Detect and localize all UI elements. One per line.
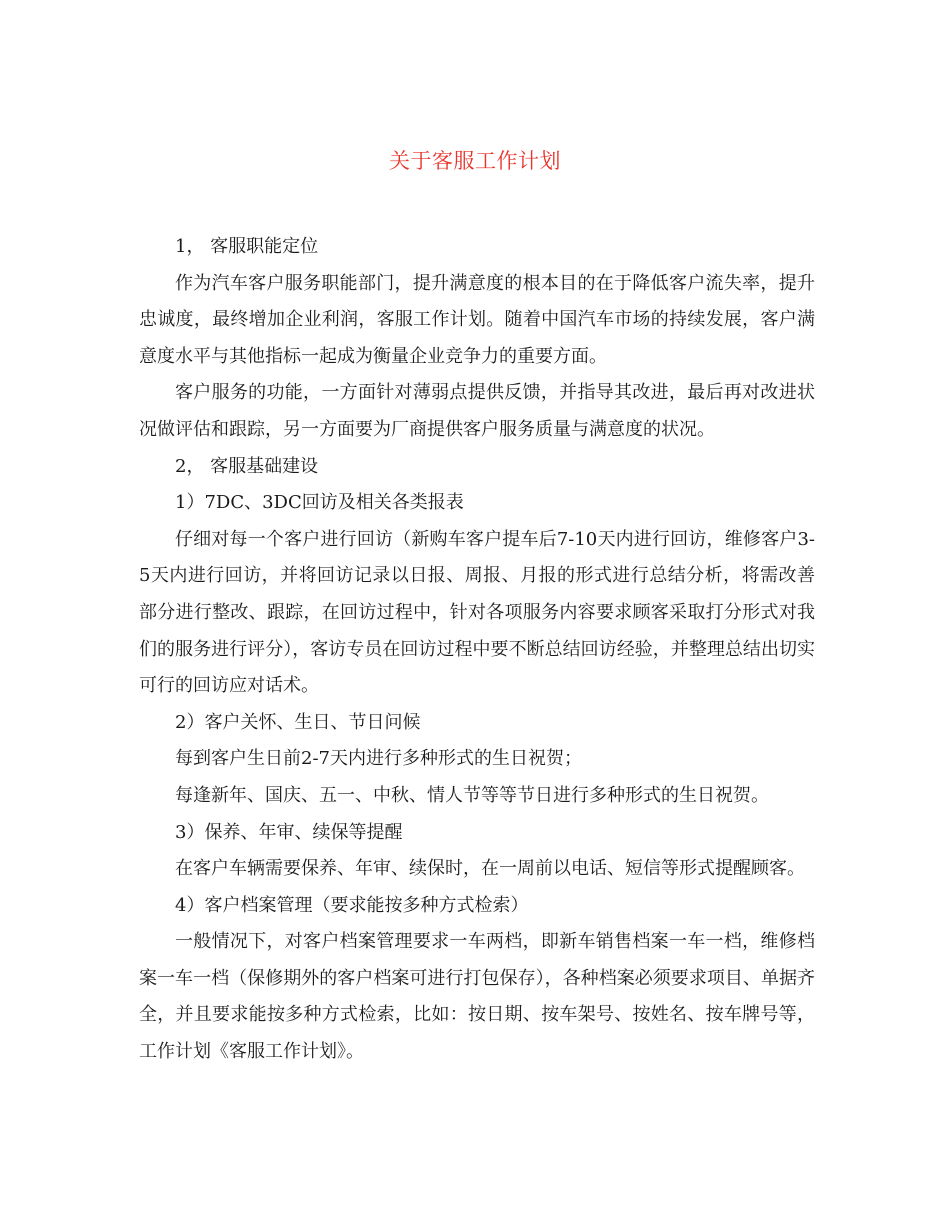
body-paragraph: 作为汽车客户服务职能部门，提升满意度的根本目的在于降低客户流失率，提升忠诚度，最终增加企业利润，客服工作计划。随着中国汽车市场的持续发展，客户满意度水平与其他指标一起成为衡量企业竞争力的重要方面。: [139, 272, 815, 367]
body-paragraph: 仔细对每一个客户进行回访（新购车客户提车后7-10天内进行回访，维修客户3-5天内进行回访，并将回访记录以日报、周报、月报的形式进行总结分析，将需改善部分进行整改、跟踪，在回访过程中，针对各项服务内容要求顾客采取打分形式对我们的服务进行评分），客访专员在回访过程中要不断总结回访经验，并整理总结出切实可行的回访应对话术。: [139, 528, 815, 697]
section-heading: 2， 客服基础建设: [175, 455, 319, 477]
subsection-heading: 3）保养、年审、续保等提醒: [175, 821, 403, 843]
body-paragraph: 在客户车辆需要保养、年审、续保时，在一周前以电话、短信等形式提醒顾客。: [175, 858, 805, 880]
subsection-heading: 1）7DC、3DC回访及相关各类报表: [175, 492, 464, 514]
section-heading: 1， 客服职能定位: [175, 236, 319, 257]
body-paragraph: 客户服务的功能，一方面针对薄弱点提供反馈，并指导其改进，最后再对改进状况做评估和跟踪，另一方面要为厂商提供客户服务质量与满意度的状况。: [139, 382, 815, 440]
document-body: [139, 229, 815, 1071]
subsection-heading: 4）客户档案管理（要求能按多种方式检索）: [175, 894, 529, 916]
subsection-heading: 2）客户关怀、生日、节日问候: [175, 711, 421, 733]
body-paragraph: 一般情况下，对客户档案管理要求一车两档，即新车销售档案一车一档，维修档案一车一档（保修期外的客户档案可进行打包保存），各种档案必须要求项目、单据齐全，并且要求能按多种方式检索，比如：按日期、按车架号、按姓名、按车牌号等，工作计划《客服工作计划》。: [139, 931, 815, 1063]
body-paragraph: 每逢新年、国庆、五一、中秋、情人节等等节日进行多种形式的生日祝贺。: [175, 784, 769, 806]
document-title: 关于客服工作计划: [389, 149, 561, 173]
body-paragraph: 每到客户生日前2-7天内进行多种形式的生日祝贺；: [175, 748, 582, 770]
